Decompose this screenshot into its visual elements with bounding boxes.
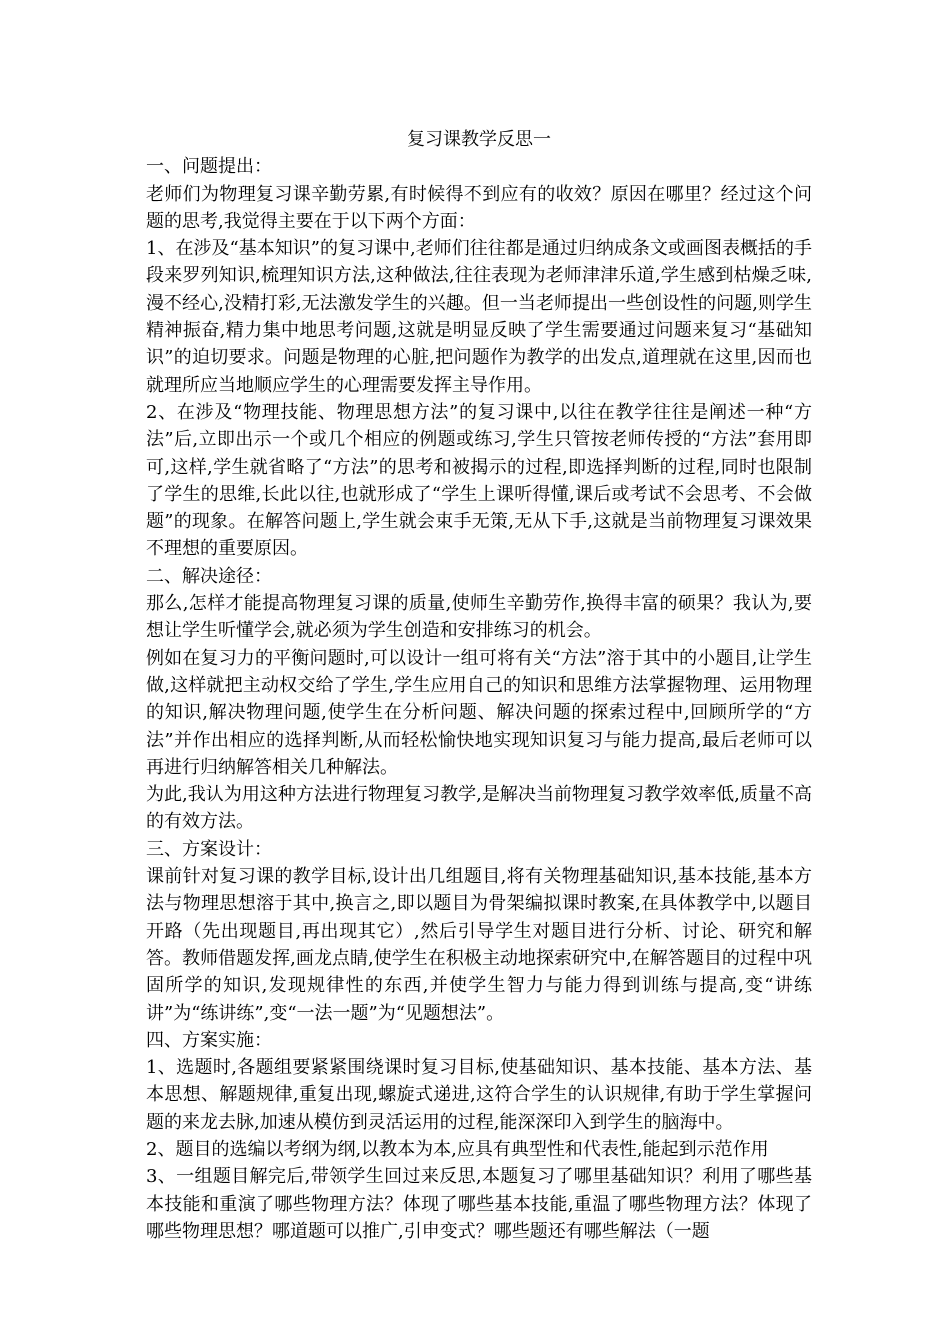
paragraph: 1、在涉及“基本知识”的复习课中,老师们往往都是通过归纳成条文或画图表概括的手段来罗列知识,梳理知识方法,这种做法,往往表现为老师津津乐道,学生感到枯燥乏味,漫不经心,没精打彩,无法激发学生的兴趣。但一当老师提出一些创设性的问题,则学生精神振奋,精力集中地思考问题,这就是明显反映了学生需要通过问题来复习“基础知识”的迫切要求。问题是物理的心脏,把问题作为教学的出发点,道理就在这里,因而也就理所应当地顺应学生的心理需要发挥主导作用。 [146,238,812,396]
section-implementation [146,1027,812,1245]
section-design [146,836,812,1027]
paragraph: 2、题目的选编以考纲为纲,以教本为本,应具有典型性和代表性,能起到示范作用 [146,1138,769,1160]
section-heading: 一、问题提出： [146,156,272,178]
paragraph: 为此,我认为用这种方法进行物理复习教学,是解决当前物理复习教学效率低,质量不高的有效方法。 [146,784,812,833]
section-heading: 二、解决途径： [146,565,272,587]
document-page [146,126,812,1245]
paragraph: 那么,怎样才能提高物理复习课的质量,使师生辛勤劳作,换得丰富的硕果？我认为,要想让学生听懂学会,就必须为学生创造和安排练习的机会。 [146,593,812,642]
section-solution [146,563,812,836]
document-title: 复习课教学反思一 [407,129,551,150]
paragraph: 2、在涉及“物理技能、物理思想方法”的复习课中,以往在教学往往是阐述一种“方法”后,立即出示一个或几个相应的例题或练习,学生只管按老师传授的“方法”套用即可,这样,学生就省略了“方法”的思考和被揭示的过程,即选择判断的过程,同时也限制了学生的思维,长此以往,也就形成了“学生上课听得懂,课后或考试不会思考、不会做题”的现象。在解答问题上,学生就会束手无策,无从下手,这就是当前物理复习课效果不理想的重要原因。 [146,401,812,560]
section-problem [146,153,812,562]
section-heading: 三、方案设计： [146,838,272,860]
paragraph: 老师们为物理复习课辛勤劳累,有时候得不到应有的收效？原因在哪里？经过这个问题的思考,我觉得主要在于以下两个方面： [146,183,812,232]
paragraph: 例如在复习力的平衡问题时,可以设计一组可将有关“方法”溶于其中的小题目,让学生做,这样就把主动权交给了学生,学生应用自己的知识和思维方法掌握物理、运用物理的知识,解决物理问题,使学生在分析问题、解决问题的探索过程中,回顾所学的“方法”并作出相应的选择判断,从而轻松愉快地实现知识复习与能力提高,最后老师可以再进行归纳解答相关几种解法。 [146,647,812,778]
paragraph: 课前针对复习课的教学目标,设计出几组题目,将有关物理基础知识,基本技能,基本方法与物理思想溶于其中,换言之,即以题目为骨架编拟课时教案,在具体教学中,以题目开路（先出现题目,再出现其它）,然后引导学生对题目进行分析、讨论、研究和解答。教师借题发挥,画龙点睛,使学生在积极主动地探索研究中,在解答题目的过程中巩固所学的知识,发现规律性的东西,并使学生智力与能力得到训练与提高,变“讲练讲”为“练讲练”,变“一法一题”为“见题想法”。 [146,866,812,1024]
paragraph: 3、一组题目解完后,带领学生回过来反思,本题复习了哪里基础知识？利用了哪些基本技能和重演了哪些物理方法？体现了哪些基本技能,重温了哪些物理方法？体现了哪些物理思想？哪道题可以推广,引申变式？哪些题还有哪些解法（一题 [146,1166,812,1242]
paragraph: 1、选题时,各题组要紧紧围绕课时复习目标,使基础知识、基本技能、基本方法、基本思想、解题规律,重复出现,螺旋式递进,这符合学生的认识规律,有助于学生掌握问题的来龙去脉,加速从模仿到灵活运用的过程,能深深印入到学生的脑海中。 [146,1057,812,1133]
section-heading: 四、方案实施： [146,1029,272,1051]
